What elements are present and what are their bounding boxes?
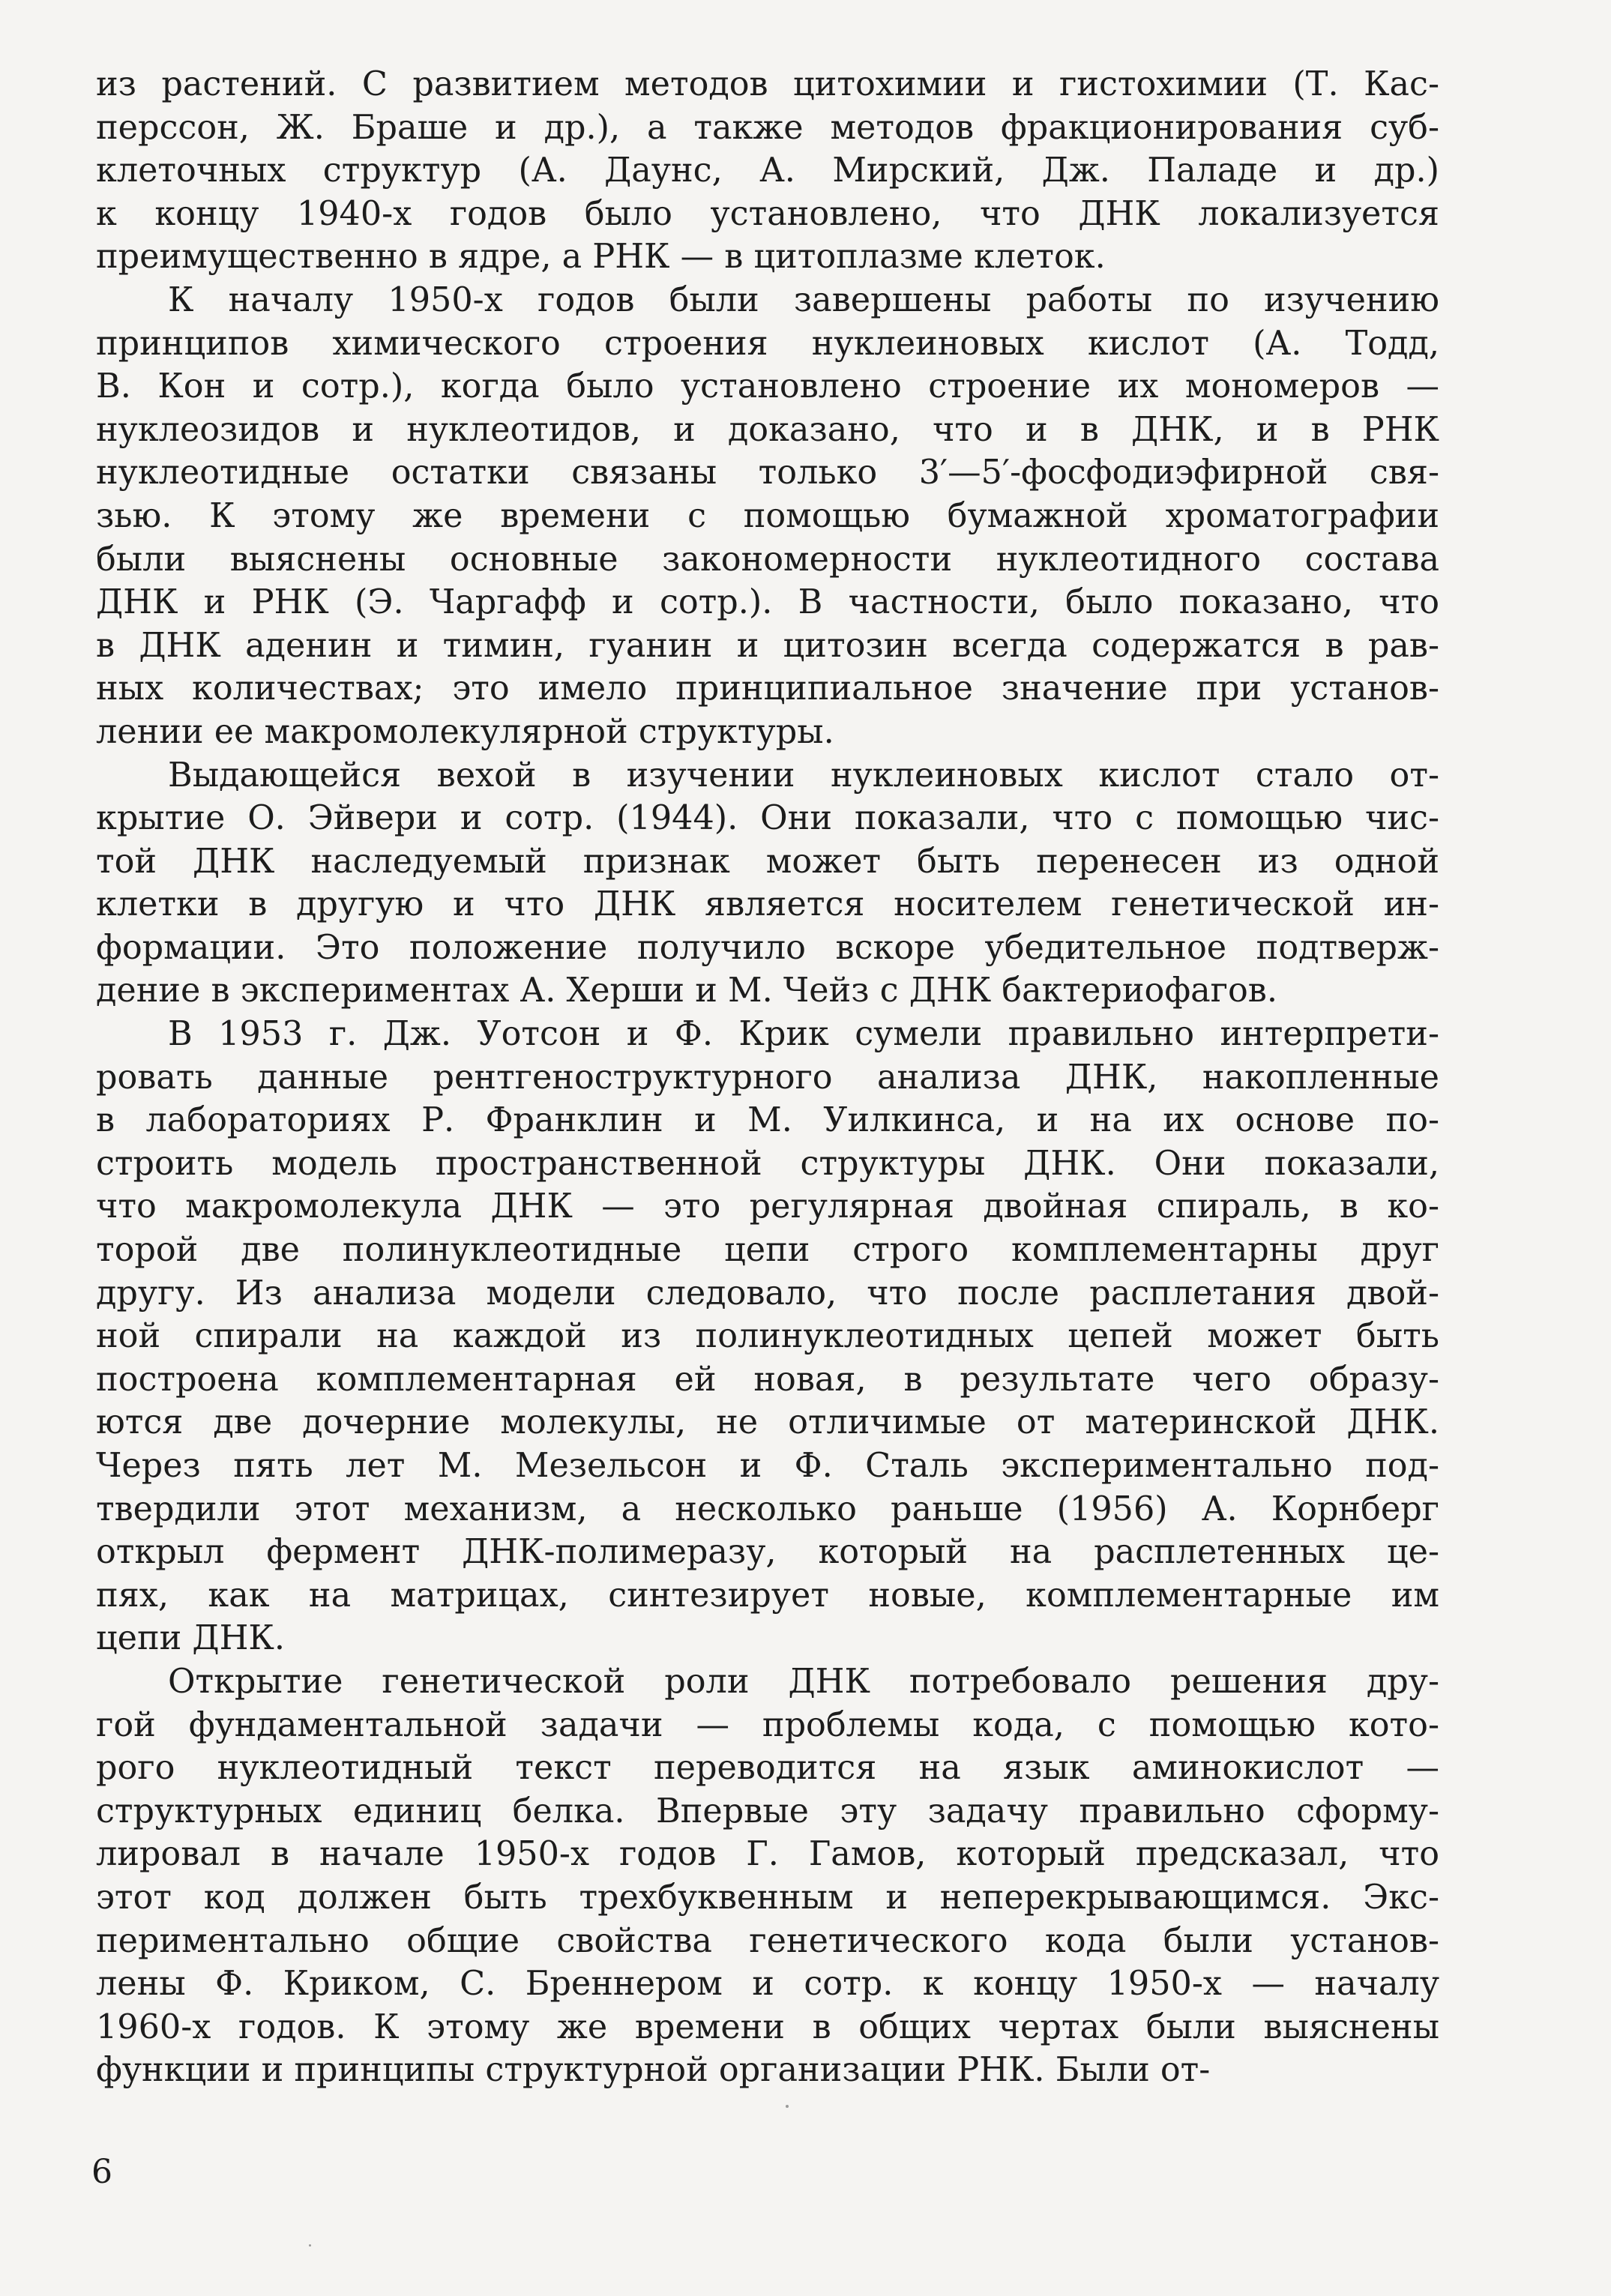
text-line: лены Ф. Криком, С. Бреннером и сотр. к концу 1950-х — началу <box>96 1965 1439 2004</box>
text-line: ных количествах; это имело принципиальное значение при установ- <box>96 669 1439 708</box>
text-line: построена комплементарная ей новая, в результате чего образу- <box>96 1360 1439 1399</box>
text-line: к концу 1940-х годов было установлено, что ДНК локализуется <box>96 194 1439 233</box>
text-line: ются две дочерние молекулы, не отличимые от материнской ДНК. <box>96 1403 1439 1442</box>
text-line: ровать данные рентгеноструктурного анализа ДНК, накопленные <box>96 1058 1439 1097</box>
paragraph <box>96 279 1439 754</box>
text-line: К началу 1950-х годов были завершены работы по изучению <box>168 280 1439 319</box>
text-line: нуклеотидные остатки связаны только 3′—5′-фосфодиэфирной свя- <box>96 454 1439 492</box>
body-text <box>96 63 1439 2092</box>
text-line: пях, как на матрицах, синтезирует новые, комплементарные им <box>96 1576 1439 1615</box>
text-line: строить модель пространственной структуры ДНК. Они показали, <box>96 1144 1439 1183</box>
paragraph <box>96 63 1439 279</box>
paragraph <box>96 1013 1439 1660</box>
text-line: из растений. С развитием методов цитохимии и гистохимии (Т. Кас- <box>96 65 1439 103</box>
text-line: нуклеозидов и нуклеотидов, и доказано, что и в ДНК, и в РНК <box>96 410 1439 449</box>
text-line: этот код должен быть трехбуквенным и неперекрывающимся. Экс- <box>96 1878 1439 1917</box>
text-line: функции и принципы структурной организации РНК. Были от- <box>96 2051 1211 2090</box>
text-line: структурных единиц белка. Впервые эту задачу правильно сформу- <box>96 1792 1439 1831</box>
page-number: 6 <box>91 2153 112 2191</box>
paragraph <box>96 754 1439 1013</box>
text-line: открыл фермент ДНК-полимеразу, который на расплетенных це- <box>96 1533 1439 1572</box>
text-line: 1960-х годов. К этому же времени в общих чертах были выяснены <box>96 2007 1439 2046</box>
text-line: преимущественно в ядре, а РНК — в цитоплазме клеток. <box>96 238 1106 277</box>
text-line: периментально общие свойства генетического кода были установ- <box>96 1921 1439 1960</box>
text-line: перссон, Ж. Браше и др.), а также методов фракционирования суб- <box>96 108 1439 147</box>
text-line: ной спирали на каждой из полинуклеотидных цепей может быть <box>96 1317 1439 1356</box>
print-speck <box>309 2244 311 2247</box>
text-line: зью. К этому же времени с помощью бумажной хроматографии <box>96 496 1439 535</box>
text-line: В. Кон и сотр.), когда было установлено строение их мономеров — <box>96 367 1439 406</box>
text-line: Выдающейся вехой в изучении нуклеиновых кислот стало от- <box>168 756 1439 795</box>
text-line: той ДНК наследуемый признак может быть перенесен из одной <box>96 842 1439 881</box>
text-line: формации. Это положение получило вскоре убедительное подтверж- <box>96 928 1439 967</box>
paragraph <box>96 1660 1439 2092</box>
text-line: клетки в другую и что ДНК является носителем генетической ин- <box>96 885 1439 924</box>
text-line: в лабораториях Р. Франклин и М. Уилкинса, и на их основе по- <box>96 1101 1439 1140</box>
text-line: Через пять лет М. Мезельсон и Ф. Сталь экспериментально под- <box>96 1447 1439 1485</box>
print-speck <box>786 2105 789 2108</box>
text-line: в ДНК аденин и тимин, гуанин и цитозин всегда содержатся в рав- <box>96 626 1439 665</box>
text-line: принципов химического строения нуклеиновых кислот (А. Тодд, <box>96 324 1439 363</box>
text-line: были выяснены основные закономерности нуклеотидного состава <box>96 540 1439 579</box>
text-line: цепи ДНК. <box>96 1619 285 1658</box>
text-line: другу. Из анализа модели следовало, что после расплетания двой- <box>96 1274 1439 1313</box>
text-line: В 1953 г. Дж. Уотсон и Ф. Крик сумели правильно интерпрети- <box>168 1015 1439 1054</box>
text-line: клеточных структур (А. Даунс, А. Мирский, Дж. Паладе и др.) <box>96 151 1439 190</box>
text-line: дение в экспериментах А. Херши и М. Чейз с ДНК бактериофагов. <box>96 971 1277 1010</box>
text-line: лировал в начале 1950-х годов Г. Гамов, который предсказал, что <box>96 1835 1439 1874</box>
text-line: гой фундаментальной задачи — проблемы кода, с помощью кото- <box>96 1705 1439 1744</box>
text-line: Открытие генетической роли ДНК потребовало решения дру- <box>168 1662 1439 1701</box>
text-line: ДНК и РНК (Э. Чаргафф и сотр.). В частности, было показано, что <box>96 583 1439 622</box>
text-line: торой две полинуклеотидные цепи строго комплементарны друг <box>96 1231 1439 1270</box>
text-line: твердили этот механизм, а несколько раньше (1956) А. Корнберг <box>96 1489 1439 1528</box>
text-line: рого нуклеотидный текст переводится на язык аминокислот — <box>96 1749 1439 1788</box>
text-line: что макромолекула ДНК — это регулярная двойная спираль, в ко- <box>96 1187 1439 1226</box>
text-line: крытие О. Эйвери и сотр. (1944). Они показали, что с помощью чис- <box>96 799 1439 838</box>
text-line: лении ее макромолекулярной структуры. <box>96 712 834 751</box>
